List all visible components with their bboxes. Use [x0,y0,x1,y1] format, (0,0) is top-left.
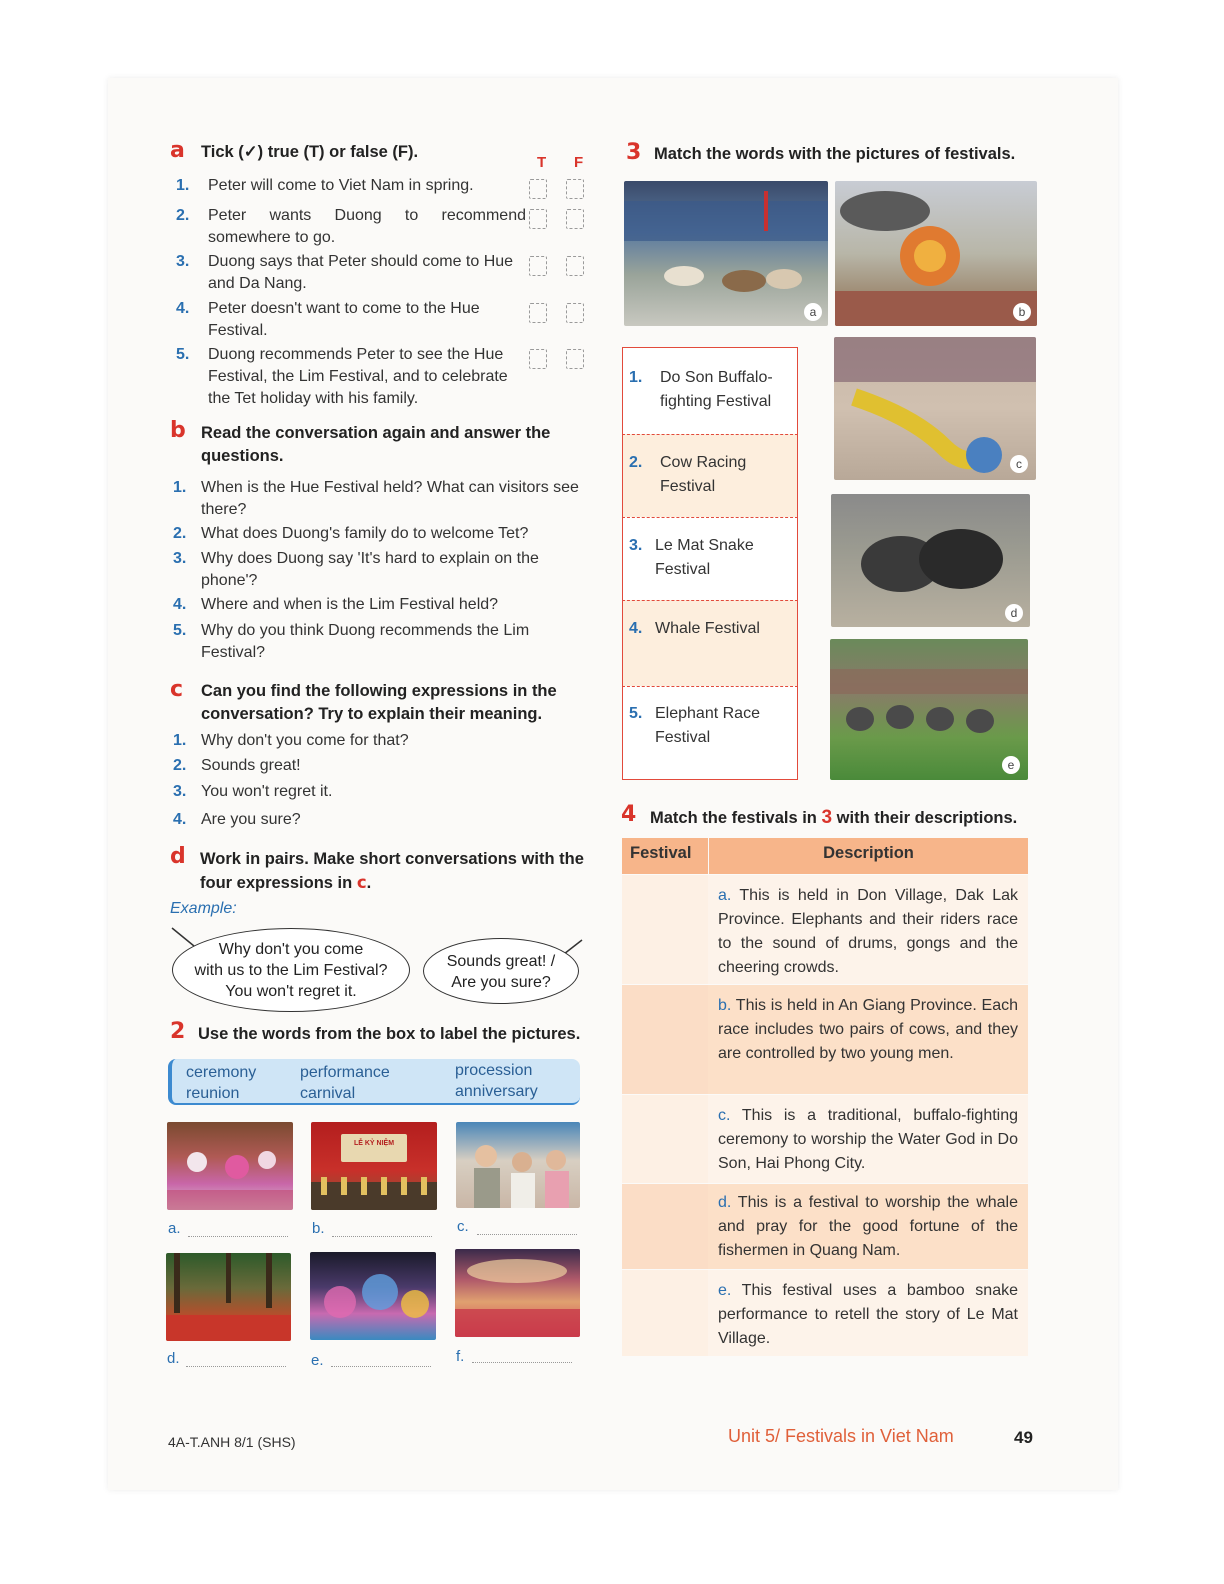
list-item [176,251,526,297]
item-number: 2. [173,757,187,774]
item-number: 2. [173,525,187,542]
bubble-line: Are you sure? [451,974,551,991]
festival-answer-cell[interactable] [622,875,708,984]
true-checkbox[interactable] [529,256,547,276]
item-text: Sounds great! [201,757,301,774]
description-body: This is held in An Giang Province. Each race includes two pairs of cows, and they are controlled by two young men. [718,997,1018,1062]
section-3-number: 3 [626,140,642,165]
list-item [173,523,588,547]
bubble-line: Why don't you come [218,941,364,958]
festival-box-3 [622,517,798,600]
festival-name: Elephant Race Festival [655,705,760,746]
picture-label-a: a. [168,1220,181,1237]
photo-label-e: e [1002,756,1020,774]
section-a-letter: a [170,138,185,163]
photo-detail [830,639,1028,780]
festival-answer-cell[interactable] [622,1095,708,1183]
answer-line[interactable] [477,1234,577,1235]
festival-number: 5. [629,705,643,722]
section-d-title-ref: c [356,873,367,892]
section-4-title-ref: 3 [821,807,833,828]
section-2-title: Use the words from the box to label the pictures. [198,1025,581,1043]
list-item [173,755,573,779]
photo-detail [166,1253,291,1341]
example-label: Example: [170,900,237,917]
festival-name: Cow Racing Festival [660,454,747,495]
description-letter: b. [718,997,732,1014]
bubble-line: with us to the Lim Festival? [194,962,388,979]
section-d-title-main: Work in pairs. Make short conversations with the four expressions in [200,850,584,892]
photo-detail [624,181,828,326]
speech-bubble-suggestion [172,928,410,1012]
false-checkbox[interactable] [566,349,584,369]
item-text: What does Duong's family do to welcome Tet? [201,525,529,542]
answer-line[interactable] [472,1362,572,1363]
description-body: This is a festival to worship the whale and pray for the good fortune of the fishermen in Quang Nam. [718,1194,1018,1259]
photo-label-d: d [1005,604,1023,622]
photo-label-b: b [1013,303,1031,321]
picture-label-c: c. [457,1218,469,1235]
description-body: This is a traditional, buffalo-fighting ceremony to worship the Water God in Do Son, Hai Phong City. [718,1107,1019,1172]
festival-box-4 [622,600,798,686]
festival-answer-cell[interactable] [622,1270,708,1356]
table-header-festival: Festival [630,844,692,862]
photo-detail [455,1249,580,1337]
item-number: 2. [176,207,190,224]
answer-line[interactable] [186,1366,286,1367]
item-text: Duong recommends Peter to see the Hue Festival, the Lim Festival, and to celebrate the Tet holiday with his family. [208,346,508,407]
list-item [173,809,573,833]
item-text: Where and when is the Lim Festival held? [201,596,499,613]
item-number: 4. [176,300,190,317]
section-d-title-end: . [366,874,372,892]
festival-number: 4. [629,620,643,637]
table-row [622,1270,1028,1356]
description-letter: c. [718,1107,731,1124]
banner-text: LỄ KỶ NIỆM [353,1140,395,1147]
section-a-title: Tick (✓) true (T) or false (F). [201,143,419,161]
item-number: 1. [176,177,190,194]
list-item [173,477,588,523]
table-row [622,1184,1028,1269]
item-number: 1. [173,732,187,749]
list-item [173,594,588,618]
footer-unit-title: Unit 5/ Festivals in Viet Nam [728,1426,954,1446]
photo-detail [456,1122,580,1208]
table-header-description: Description [823,844,914,862]
word-box-word: procession [455,1062,533,1079]
word-box-word: reunion [186,1085,240,1102]
description-text [718,1191,1018,1263]
festival-number: 1. [629,369,643,386]
word-box-word: performance [300,1064,390,1081]
description-text [718,1279,1018,1351]
festival-box-5 [622,686,798,780]
photo-procession [166,1253,291,1341]
list-item [173,781,573,805]
festival-number: 2. [629,454,643,471]
festival-answer-cell[interactable] [622,985,708,1094]
picture-label-d: d. [167,1350,180,1367]
photo-label-a: a [804,303,822,321]
photo-elephant-race [830,639,1028,780]
section-2-number: 2 [170,1019,186,1044]
item-text: When is the Hue Festival held? What can visitors see there? [201,479,579,518]
photo-buffalo-fighting [831,494,1030,627]
photo-detail [311,1122,437,1210]
list-item [173,730,573,754]
photo-reunion-family [456,1122,580,1208]
word-box-word: carnival [300,1085,356,1102]
photo-whale-festival [835,181,1037,326]
item-number: 4. [173,811,187,828]
photo-detail [310,1252,436,1340]
false-checkbox[interactable] [566,303,584,323]
item-number: 3. [176,253,190,270]
false-checkbox[interactable] [566,179,584,199]
table-row [622,1095,1028,1183]
section-c-letter: c [170,677,184,702]
picture-label-f: f. [456,1348,465,1365]
festival-box-1 [622,347,798,434]
true-checkbox[interactable] [529,349,547,369]
item-text: Why do you think Duong recommends the Lim Festival? [201,622,530,661]
section-3-title: Match the words with the pictures of festivals. [654,145,1016,163]
list-item [176,344,526,414]
festival-box-2 [622,434,798,517]
item-text: Why does Duong say 'It's hard to explain on the phone'? [201,550,539,589]
photo-detail [167,1122,293,1210]
festival-name: Whale Festival [655,620,760,637]
true-column-label: T [537,154,547,171]
photo-snake-festival [834,337,1036,480]
photo-cow-racing [624,181,828,326]
picture-label-b: b. [312,1220,325,1237]
item-text: You won't regret it. [201,783,333,800]
description-body: This festival uses a bamboo snake performance to retell the story of Le Mat Village. [718,1282,1018,1347]
section-4-number: 4 [621,802,637,827]
list-item [176,205,526,251]
festival-answer-cell[interactable] [622,1184,708,1269]
photo-ceremony-dancers [167,1122,293,1210]
section-d-title [200,848,585,895]
false-checkbox[interactable] [566,209,584,229]
item-text: Are you sure? [201,811,301,828]
description-letter: d. [718,1194,732,1211]
description-letter: a. [718,887,732,904]
section-b-letter: b [170,418,186,443]
description-text [718,994,1018,1066]
festival-name: Le Mat Snake Festival [655,537,754,578]
list-item [176,298,526,344]
word-box-word: anniversary [455,1083,538,1100]
picture-label-e: e. [311,1352,324,1369]
bubble-line: You won't regret it. [225,983,357,1000]
festival-number: 3. [629,537,643,554]
item-number: 3. [173,550,187,567]
item-number: 5. [176,346,190,363]
festival-name: Do Son Buffalo-fighting Festival [660,369,773,410]
photo-label-c: c [1010,455,1028,473]
answer-line[interactable] [188,1236,288,1237]
section-4-title [650,806,1017,830]
photo-performance [455,1249,580,1337]
true-checkbox[interactable] [529,303,547,323]
list-item [173,548,588,594]
item-text: Peter doesn't want to come to the Hue Festival. [208,300,480,339]
footer-book-code: 4A-T.ANH 8/1 (SHS) [168,1434,296,1450]
list-item [176,175,526,199]
false-checkbox[interactable] [566,256,584,276]
word-box-word: ceremony [186,1064,257,1081]
photo-detail [831,494,1030,627]
false-column-label: F [574,154,584,171]
photo-carnival [310,1252,436,1340]
section-4-title-post: with their descriptions. [836,809,1018,827]
description-body: This is held in Don Village, Dak Lak Province. Elephants and their riders race to the sound of drums, gongs and the cheering crowds. [718,887,1019,976]
item-number: 3. [173,783,187,800]
section-4-title-pre: Match the festivals in [650,809,817,827]
answer-line[interactable] [332,1236,432,1237]
page-number: 49 [1014,1428,1033,1447]
description-text [718,1104,1018,1176]
table-row [622,985,1028,1094]
item-number: 5. [173,622,187,639]
section-b-title: Read the conversation again and answer the questions. [201,424,551,465]
bubble-line: Sounds great! / [446,953,556,970]
list-item [173,620,588,666]
description-letter: e. [718,1282,732,1299]
true-checkbox[interactable] [529,209,547,229]
section-c-title: Can you find the following expressions in the conversation? Try to explain their meaning. [201,682,557,723]
section-d-letter: d [170,844,186,869]
photo-detail [835,181,1037,326]
item-text: Duong says that Peter should come to Hue and Da Nang. [208,253,514,292]
speech-bubble-reply [423,938,579,1004]
photo-anniversary-stage [311,1122,437,1210]
item-number: 4. [173,596,187,613]
true-checkbox[interactable] [529,179,547,199]
item-text: Why don't you come for that? [201,732,409,749]
item-text: Peter wants Duong to recommend somewhere to go. [208,207,526,246]
table-row [622,875,1028,984]
item-text: Peter will come to Viet Nam in spring. [208,177,474,194]
photo-detail [834,337,1036,480]
item-number: 1. [173,479,187,496]
description-text [718,884,1018,980]
answer-line[interactable] [331,1366,431,1367]
